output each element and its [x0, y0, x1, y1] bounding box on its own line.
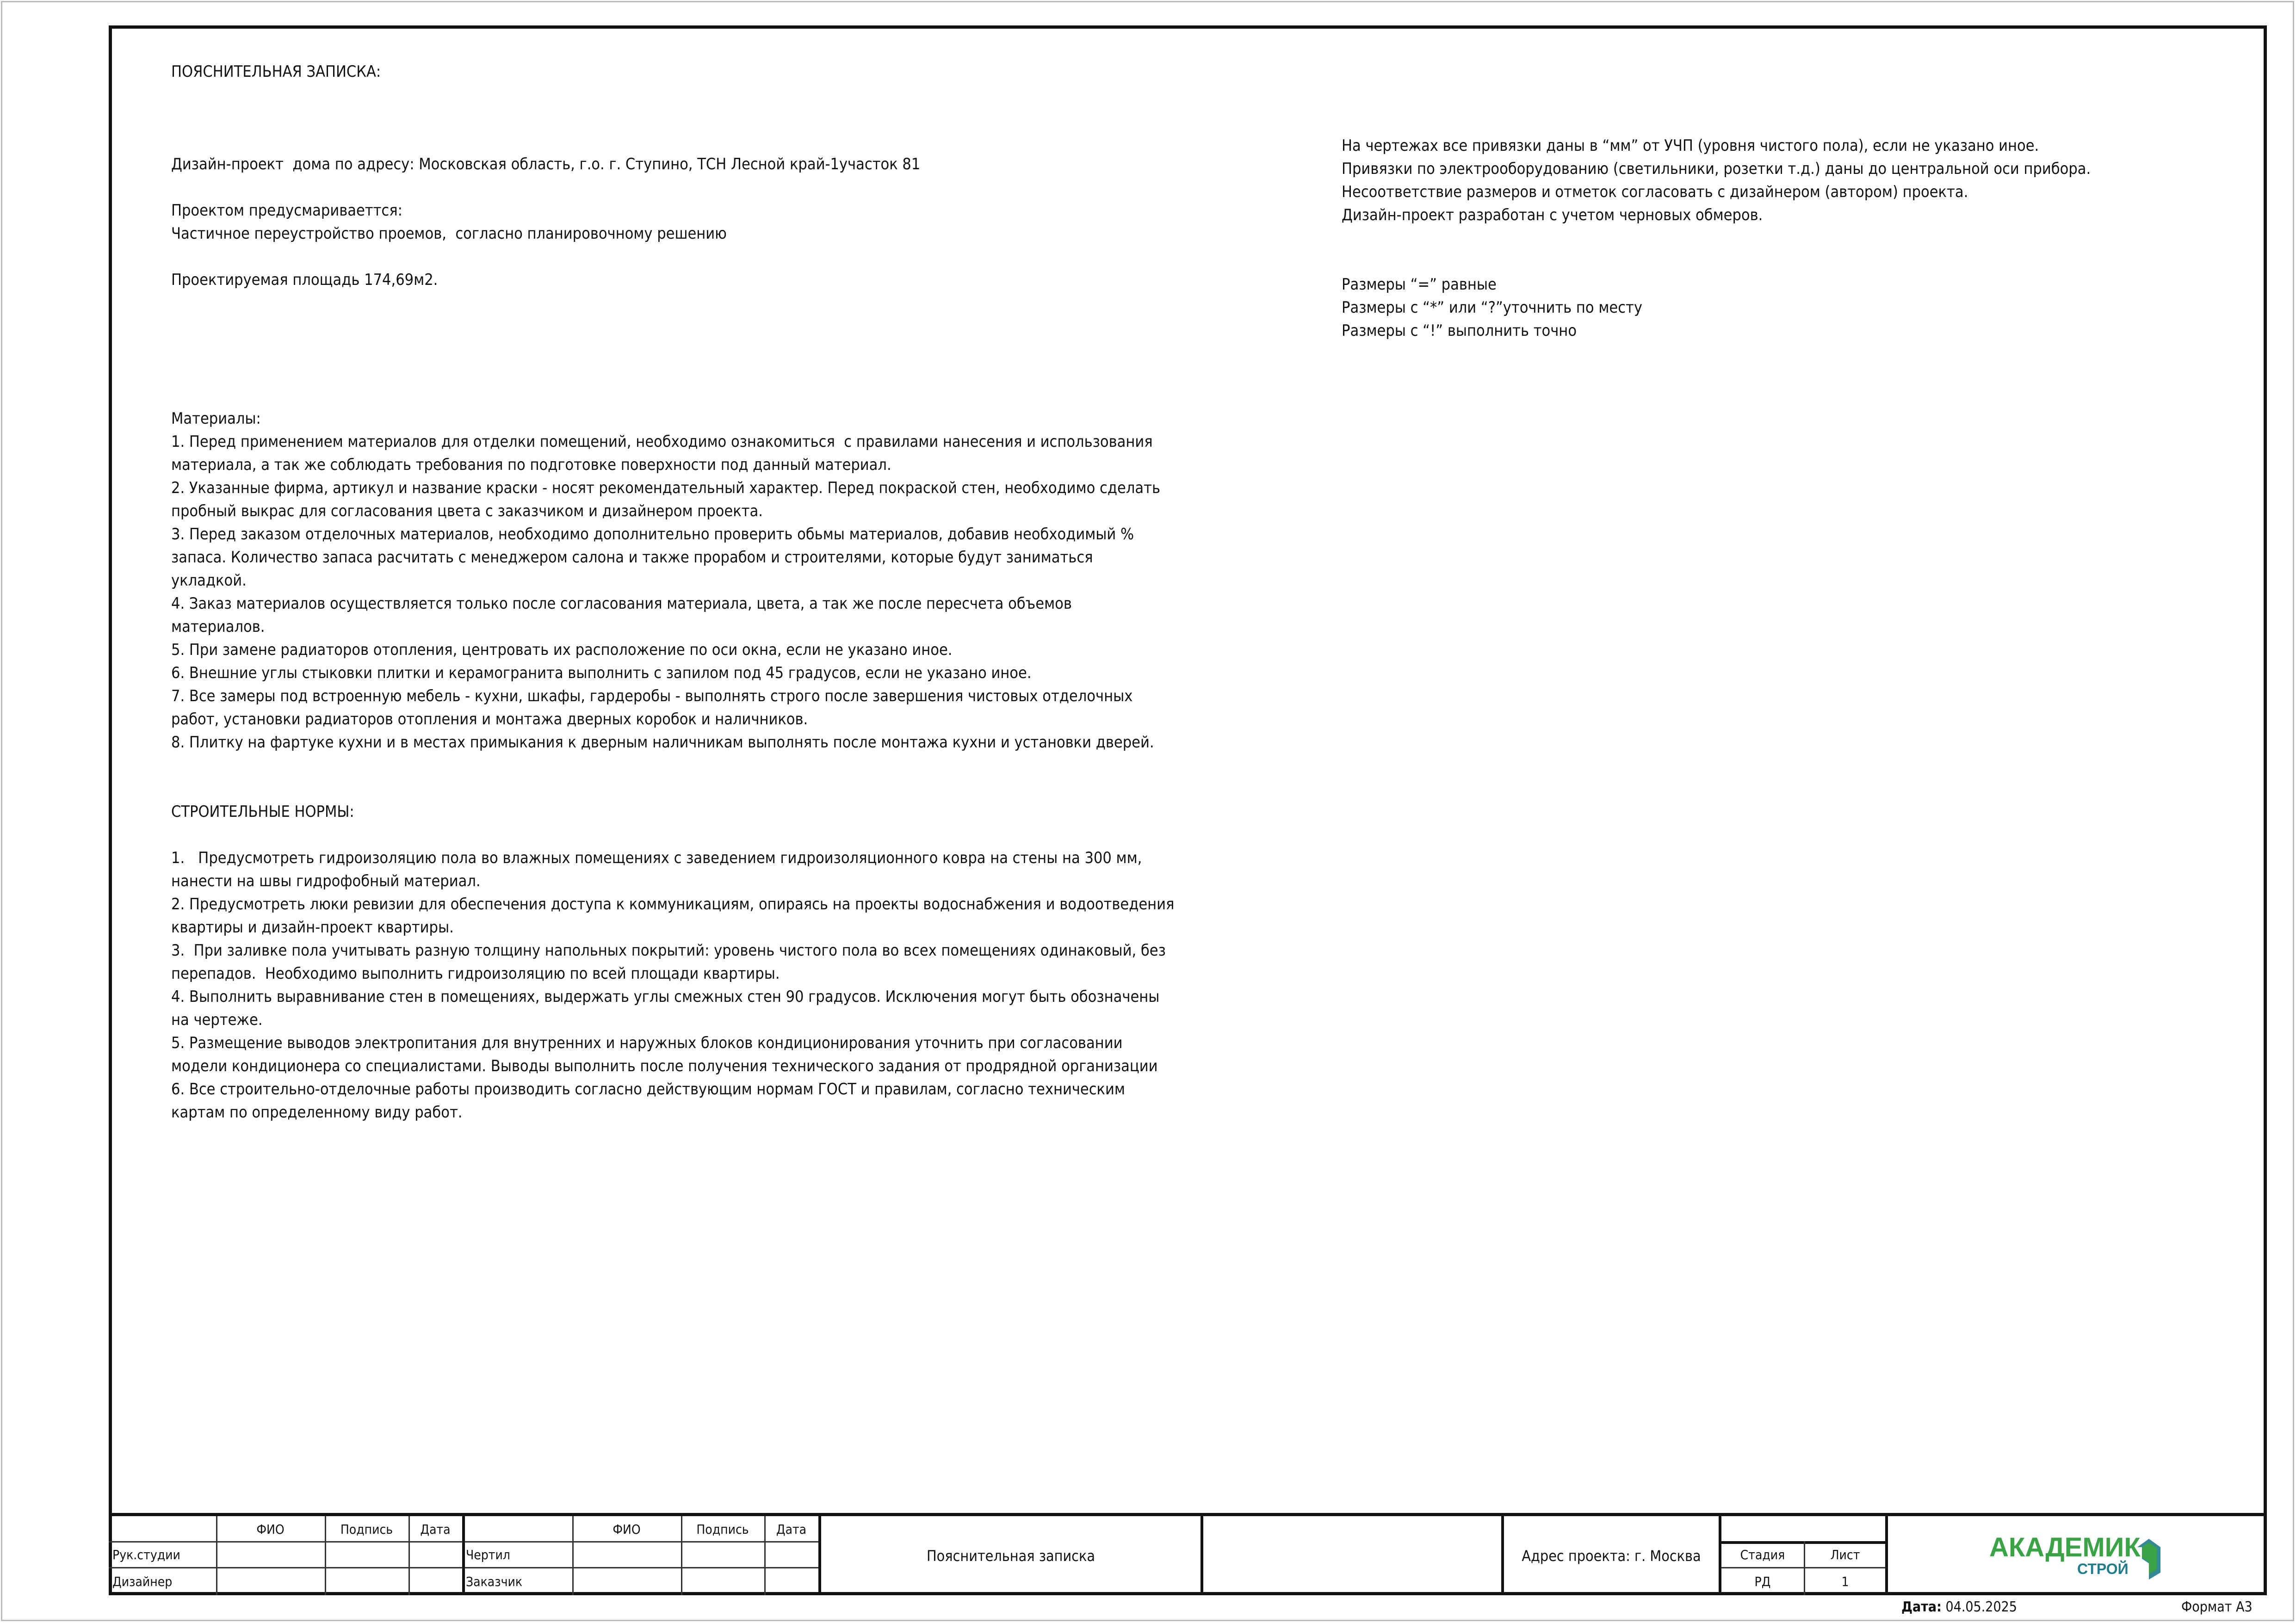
- materials-line: пробный выкрас для согласования цвета с заказчиком и дизайнером проекта.: [171, 502, 763, 520]
- stage-value: РД: [1754, 1574, 1771, 1589]
- materials-line: 4. Заказ материалов осуществляется только после согласования материала, цвета, а так же после пересчета объемов: [171, 594, 1072, 613]
- col-header-fio: ФИО: [256, 1521, 285, 1537]
- binding-note: На чертежах все привязки даны в “мм” от УЧП (уровня чистого пола), если не указано иное.: [1342, 136, 2039, 155]
- norms-line: квартиры и дизайн-проект квартиры.: [171, 918, 454, 937]
- binding-note: Привязки по электрооборудованию (светильники, розетки т.д.) даны до центральной оси прибора.: [1342, 160, 2091, 178]
- norms-line: на чертеже.: [171, 1011, 263, 1029]
- stage-label: Стадия: [1740, 1547, 1785, 1562]
- norms-line: 6. Все строительно-отделочные работы производить согласно действующим нормам ГОСТ и правилам, согласно техническим: [171, 1080, 1125, 1098]
- sheet-value: 1: [1841, 1574, 1849, 1589]
- project-address: Адрес проекта: г. Москва: [1522, 1547, 1701, 1565]
- provided-title: Проектом предусмариваеттся:: [171, 201, 402, 220]
- materials-line: 3. Перед заказом отделочных материалов, необходимо дополнительно проверить обьмы материалов, добавив необходимый %: [171, 525, 1134, 543]
- logo-text-main: АКАДЕМИК: [1989, 1532, 2141, 1562]
- col-header-date: Дата: [776, 1521, 807, 1537]
- title-block: [109, 1513, 2267, 1595]
- norms-line: 4. Выполнить выравнивание стен в помещениях, выдержать углы смежных стен 90 градусов. Исключения могут быть обозначены: [171, 987, 1160, 1006]
- materials-line: 5. При замене радиаторов отопления, центровать их расположение по оси окна, если не указано иное.: [171, 641, 953, 659]
- norms-title: СТРОИТЕЛЬНЫЕ НОРМЫ:: [171, 802, 354, 821]
- company-logo: [1989, 1529, 2165, 1580]
- col-header-fio: ФИО: [613, 1521, 641, 1537]
- materials-line: 7. Все замеры под встроенную мебель - кухни, шкафы, гардеробы - выполнять строго после завершения чистовых отделочных: [171, 687, 1133, 705]
- role-drafter: Чертил: [466, 1547, 510, 1562]
- materials-title: Материалы:: [171, 409, 261, 428]
- sheet-label: Лист: [1830, 1547, 1860, 1562]
- col-header-signature: Подпись: [340, 1521, 393, 1537]
- role-customer: Заказчик: [466, 1574, 523, 1589]
- provided-item: Частичное переустройство проемов, согласно планировочному решению: [171, 224, 727, 243]
- document-title: Пояснительная записка: [926, 1547, 1095, 1565]
- col-header-date: Дата: [420, 1521, 451, 1537]
- logo-text-sub: СТРОЙ: [2077, 1561, 2129, 1577]
- norms-line: 5. Размещение выводов электропитания для внутренних и наружных блоков кондиционирования уточнить при согласовании: [171, 1034, 1123, 1052]
- materials-line: 2. Указанные фирма, артикул и название краски - носят рекомендательный характер. Перед покраской стен, необходимо сделать: [171, 479, 1160, 497]
- sheet-format: Формат А3: [2181, 1599, 2253, 1615]
- materials-line: 1. Перед применением материалов для отделки помещений, необходимо ознакомиться с правилами нанесения и использования: [171, 432, 1153, 451]
- norms-line: нанести на швы гидрофобный материал.: [171, 872, 481, 890]
- dimension-note: Размеры с “!” выполнить точно: [1342, 321, 1577, 340]
- norms-line: картам по определенному виду работ.: [171, 1103, 463, 1122]
- norms-line: 1. Предусмотреть гидроизоляцию пола во влажных помещениях с заведением гидроизоляционного ковра на стены на 300 мм,: [171, 849, 1142, 867]
- date-block: [1901, 1598, 2017, 1617]
- materials-line: 8. Плитку на фартуке кухни и в местах примыкания к дверным наличникам выполнять после монтажа кухни и установки дверей.: [171, 733, 1154, 752]
- date-label: Дата:: [1901, 1599, 1942, 1615]
- project-line: Дизайн-проект дома по адресу: Московская область, г.о. г. Ступино, ТСН Лесной край-1участок 81: [171, 155, 921, 173]
- materials-line: материалов.: [171, 617, 265, 636]
- binding-note: Дизайн-проект разработан с учетом черновых обмеров.: [1342, 206, 1763, 224]
- materials-line: 6. Внешние углы стыковки плитки и керамогранита выполнить с запилом под 45 градусов, если не указано иное.: [171, 664, 1032, 682]
- notes-left-column: [171, 60, 1300, 1124]
- materials-line: запаса. Количество запаса расчитать с менеджером салона и также прорабом и строителями, которые будут заниматься: [171, 548, 1093, 567]
- materials-line: укладкой.: [171, 571, 247, 590]
- date-value: 04.05.2025: [1945, 1599, 2017, 1615]
- logo-house-icon: [1989, 1529, 2165, 1580]
- norms-line: 2. Предусмотреть люки ревизии для обеспечения доступа к коммуникациям, опираясь на проекты водоснабжения и водоотведения: [171, 895, 1175, 913]
- notes-right-column: [1342, 134, 2248, 342]
- dimension-note: Размеры с “*” или “?”уточнить по месту: [1342, 298, 1642, 317]
- role-designer: Дизайнер: [112, 1574, 173, 1589]
- notes-header: ПОЯСНИТЕЛЬНАЯ ЗАПИСКА:: [171, 62, 381, 81]
- dimension-note: Размеры “=” равные: [1342, 275, 1497, 294]
- role-studio-head: Рук.студии: [112, 1547, 180, 1562]
- materials-line: работ, установки радиаторов отопления и монтажа дверных коробок и наличников.: [171, 710, 808, 728]
- norms-line: 3. При заливке пола учитывать разную толщину напольных покрытий: уровень чистого пола во всех помещениях одинаковый, без: [171, 941, 1166, 960]
- col-header-signature: Подпись: [696, 1521, 749, 1537]
- project-area: Проектируемая площадь 174,69м2.: [171, 271, 438, 289]
- norms-line: перепадов. Необходимо выполнить гидроизоляцию по всей площади квартиры.: [171, 964, 780, 983]
- materials-line: материала, а так же соблюдать требования по подготовке поверхности под данный материал.: [171, 456, 891, 474]
- norms-line: модели кондиционера со специалистами. Выводы выполнить после получения технического задания от продрядной организации: [171, 1057, 1158, 1075]
- binding-note: Несоответствие размеров и отметок согласовать с дизайнером (автором) проекта.: [1342, 183, 1968, 201]
